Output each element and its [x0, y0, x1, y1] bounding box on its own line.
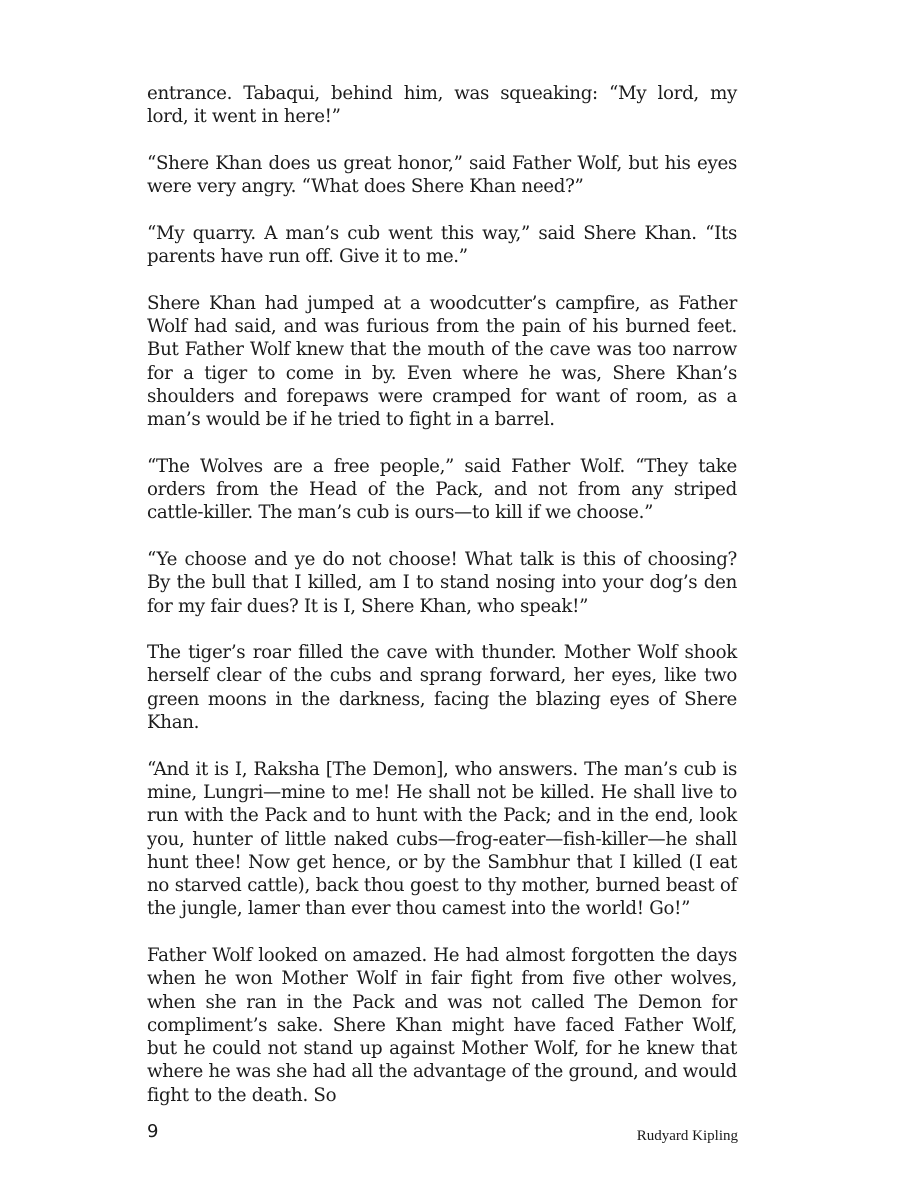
paragraph: “Shere Khan does us great honor,” said Father Wolf, but his eyes were very angry. “What does Shere Khan need?” — [147, 152, 737, 198]
paragraph: entrance. Tabaqui, behind him, was squeaking: “My lord, my lord, it went in here!” — [147, 83, 737, 128]
running-footer-author: Rudyard Kipling — [636, 1128, 738, 1144]
paragraph: “Ye choose and ye do not choose! What talk is this of choosing? By the bull that I killed, am I to stand nosing into your dog’s den for my fair dues? It is I, Shere Khan, who speak!” — [147, 548, 737, 617]
paragraph: Shere Khan had jumped at a woodcutter’s campfire, as Father Wolf had said, and was furious from the pain of his burned feet. But Father Wolf knew that the mouth of the cave was too narrow for a tiger to come in by. Even where he was, Shere Khan’s shoulders and forepaws were cramped for want of room, as a man’s would be if he tried to fight in a barrel. — [147, 292, 737, 431]
page-body-text — [147, 82, 737, 1107]
paragraph: “The Wolves are a free people,” said Father Wolf. “They take orders from the Head of the Pack, and not from any striped cattle-killer. The man’s cub is ours—to kill if we choose.” — [147, 455, 737, 524]
paragraph: “And it is I, Raksha [The Demon], who answers. The man’s cub is mine, Lungri—mine to me! He shall not be killed. He shall live to run with the Pack and to hunt with the Pack; and in the end, look you, hunter of little naked cubs—frog-eater—fish-killer—he shall hunt thee! Now get hence, or by the Sambhur that I killed (I eat no starved cattle), back thou goest to thy mother, burned beast of the jungle, lamer than ever thou camest into the world! Go!” — [147, 758, 737, 920]
paragraph: Father Wolf looked on amazed. He had almost forgotten the days when he won Mother Wolf in fair fight from five other wolves, when she ran in the Pack and was not called The Demon for compliment’s sake. Shere Khan might have faced Father Wolf, but he could not stand up against Mother Wolf, for he knew that where he was she had all the advantage of the ground, and would fight to the death. So — [147, 944, 737, 1106]
paragraph: “My quarry. A man’s cub went this way,” said Shere Khan. “Its parents have run off. Give it to me.” — [147, 222, 737, 268]
page-number: 9 — [147, 1121, 159, 1142]
paragraph: The tiger’s roar filled the cave with thunder. Mother Wolf shook herself clear of the cubs and sprang forward, her eyes, like two green moons in the darkness, facing the blazing eyes of Shere Khan. — [147, 642, 737, 734]
